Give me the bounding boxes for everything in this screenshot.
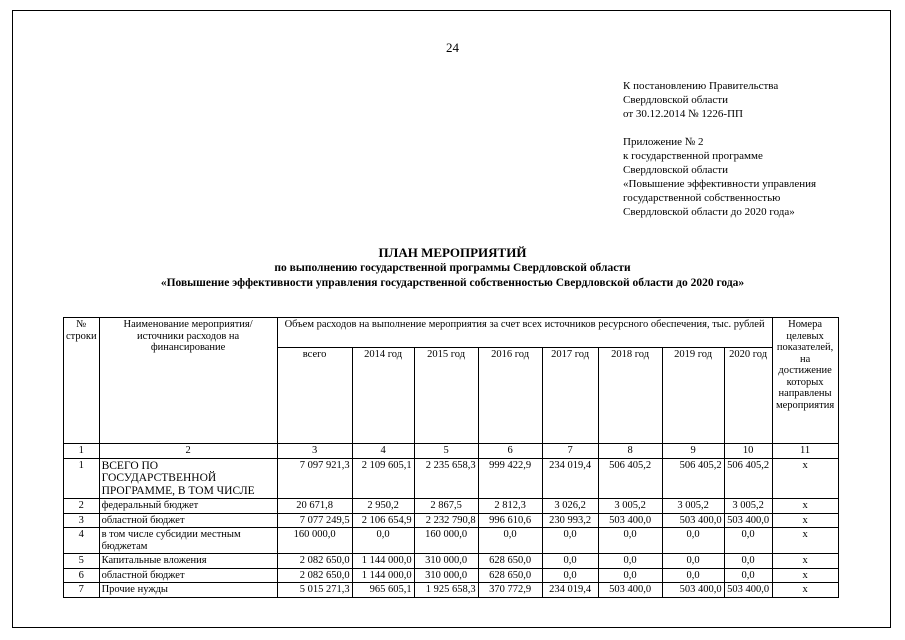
plan-title-sub: по выполнению государственной программы Свердловской области xyxy=(274,262,631,274)
cell-2015: 2 232 790,8 xyxy=(414,513,478,528)
approval-block xyxy=(623,79,816,219)
table-row xyxy=(64,458,839,499)
approval-line: Свердловской области xyxy=(623,94,728,106)
header-total: всего xyxy=(277,348,352,444)
cell-total: 20 671,8 xyxy=(277,499,352,514)
appendix-line: государственной собственностью xyxy=(623,192,781,204)
table-row xyxy=(64,568,839,583)
cell-2019: 503 400,0 xyxy=(662,513,724,528)
cell-2016: 0,0 xyxy=(478,528,542,554)
cell-2019: 506 405,2 xyxy=(662,458,724,499)
table-row xyxy=(64,513,839,528)
column-index: 1 xyxy=(64,444,100,459)
cell-2020: 0,0 xyxy=(724,554,772,569)
row-name: областной бюджет xyxy=(99,568,277,583)
cell-2016: 628 650,0 xyxy=(478,568,542,583)
cell-2016: 996 610,6 xyxy=(478,513,542,528)
header-year: 2018 год xyxy=(598,348,662,444)
cell-2020: 503 400,0 xyxy=(724,513,772,528)
row-name: федеральный бюджет xyxy=(99,499,277,514)
cell-total: 2 082 650,0 xyxy=(277,568,352,583)
plan-title-main: ПЛАН МЕРОПРИЯТИЙ xyxy=(378,245,527,260)
cell-total: 5 015 271,3 xyxy=(277,583,352,598)
header-volume: Объем расходов на выполнение мероприятия за счет всех источников ресурсного обеспечения, тыс. рублей xyxy=(277,318,772,348)
column-index: 5 xyxy=(414,444,478,459)
plan-table xyxy=(63,317,839,598)
cell-indicators: x xyxy=(772,499,838,514)
cell-2020: 503 400,0 xyxy=(724,583,772,598)
header-year: 2016 год xyxy=(478,348,542,444)
cell-2016: 999 422,9 xyxy=(478,458,542,499)
cell-2015: 310 000,0 xyxy=(414,554,478,569)
cell-indicators: x xyxy=(772,568,838,583)
appendix-line: к государственной программе xyxy=(623,150,763,162)
cell-2017: 0,0 xyxy=(542,554,598,569)
header-indicators: Номера целевых показателей, на достижение которых направлены мероприятия xyxy=(772,318,838,444)
cell-2015: 310 000,0 xyxy=(414,568,478,583)
row-number: 7 xyxy=(64,583,100,598)
row-number: 3 xyxy=(64,513,100,528)
cell-2017: 230 993,2 xyxy=(542,513,598,528)
row-name: ВСЕГО ПО ГОСУДАРСТВЕННОЙ ПРОГРАММЕ, В ТОМ ЧИСЛЕ xyxy=(99,458,277,499)
cell-2017: 234 019,4 xyxy=(542,583,598,598)
cell-2015: 160 000,0 xyxy=(414,528,478,554)
cell-total: 2 082 650,0 xyxy=(277,554,352,569)
cell-2020: 0,0 xyxy=(724,528,772,554)
table-row xyxy=(64,528,839,554)
cell-indicators: x xyxy=(772,458,838,499)
cell-total: 7 097 921,3 xyxy=(277,458,352,499)
cell-2020: 0,0 xyxy=(724,568,772,583)
row-name: Прочие нужды xyxy=(99,583,277,598)
appendix-line: Свердловской области до 2020 года» xyxy=(623,206,795,218)
cell-2019: 503 400,0 xyxy=(662,583,724,598)
cell-total: 7 077 249,5 xyxy=(277,513,352,528)
cell-2014: 965 605,1 xyxy=(352,583,414,598)
cell-2014: 2 106 654,9 xyxy=(352,513,414,528)
cell-2014: 1 144 000,0 xyxy=(352,568,414,583)
column-index-row xyxy=(64,444,839,459)
column-index: 9 xyxy=(662,444,724,459)
header-year: 2014 год xyxy=(352,348,414,444)
header-name: Наименование мероприятия/ источники расходов на финансирование xyxy=(99,318,277,444)
cell-2016: 628 650,0 xyxy=(478,554,542,569)
header-row-number: № строки xyxy=(64,318,100,444)
cell-2014: 0,0 xyxy=(352,528,414,554)
cell-2018: 3 005,2 xyxy=(598,499,662,514)
cell-2019: 3 005,2 xyxy=(662,499,724,514)
cell-2017: 234 019,4 xyxy=(542,458,598,499)
appendix-line: «Повышение эффективности управления xyxy=(623,178,817,190)
cell-2017: 0,0 xyxy=(542,568,598,583)
appendix-line: Свердловской области xyxy=(623,164,728,176)
header-year: 2017 год xyxy=(542,348,598,444)
cell-2018: 0,0 xyxy=(598,528,662,554)
cell-2018: 503 400,0 xyxy=(598,583,662,598)
row-number: 1 xyxy=(64,458,100,499)
column-index: 4 xyxy=(352,444,414,459)
cell-2018: 0,0 xyxy=(598,554,662,569)
appendix-line: Приложение № 2 xyxy=(623,136,704,148)
cell-2019: 0,0 xyxy=(662,528,724,554)
cell-2018: 503 400,0 xyxy=(598,513,662,528)
cell-indicators: x xyxy=(772,528,838,554)
approval-line: К постановлению Правительства xyxy=(623,80,779,92)
cell-2014: 2 109 605,1 xyxy=(352,458,414,499)
cell-2015: 2 867,5 xyxy=(414,499,478,514)
column-index: 11 xyxy=(772,444,838,459)
header-year: 2019 год xyxy=(662,348,724,444)
page-number: 24 xyxy=(446,40,459,55)
cell-indicators: x xyxy=(772,583,838,598)
cell-2014: 1 144 000,0 xyxy=(352,554,414,569)
cell-indicators: x xyxy=(772,513,838,528)
row-name: Капитальные вложения xyxy=(99,554,277,569)
row-number: 6 xyxy=(64,568,100,583)
cell-2018: 506 405,2 xyxy=(598,458,662,499)
cell-2017: 3 026,2 xyxy=(542,499,598,514)
row-number: 5 xyxy=(64,554,100,569)
table-row xyxy=(64,499,839,514)
cell-2020: 506 405,2 xyxy=(724,458,772,499)
plan-title-program: «Повышение эффективности управления государственной собственностью Свердловской области до 2020 года» xyxy=(160,277,745,289)
column-index: 8 xyxy=(598,444,662,459)
cell-2019: 0,0 xyxy=(662,568,724,583)
table-row xyxy=(64,583,839,598)
cell-2018: 0,0 xyxy=(598,568,662,583)
header-year: 2020 год xyxy=(724,348,772,444)
column-index: 7 xyxy=(542,444,598,459)
approval-line: от 30.12.2014 № 1226-ПП xyxy=(623,108,743,120)
cell-2015: 2 235 658,3 xyxy=(414,458,478,499)
cell-2020: 3 005,2 xyxy=(724,499,772,514)
plan-title xyxy=(0,244,905,291)
cell-2016: 370 772,9 xyxy=(478,583,542,598)
row-name: областной бюджет xyxy=(99,513,277,528)
row-number: 2 xyxy=(64,499,100,514)
column-index: 3 xyxy=(277,444,352,459)
cell-2014: 2 950,2 xyxy=(352,499,414,514)
column-index: 10 xyxy=(724,444,772,459)
column-index: 2 xyxy=(99,444,277,459)
row-name: в том числе субсидии местным бюджетам xyxy=(99,528,277,554)
cell-total: 160 000,0 xyxy=(277,528,352,554)
cell-2015: 1 925 658,3 xyxy=(414,583,478,598)
table-row xyxy=(64,554,839,569)
cell-2019: 0,0 xyxy=(662,554,724,569)
cell-indicators: x xyxy=(772,554,838,569)
cell-2016: 2 812,3 xyxy=(478,499,542,514)
row-number: 4 xyxy=(64,528,100,554)
column-index: 6 xyxy=(478,444,542,459)
header-year: 2015 год xyxy=(414,348,478,444)
cell-2017: 0,0 xyxy=(542,528,598,554)
